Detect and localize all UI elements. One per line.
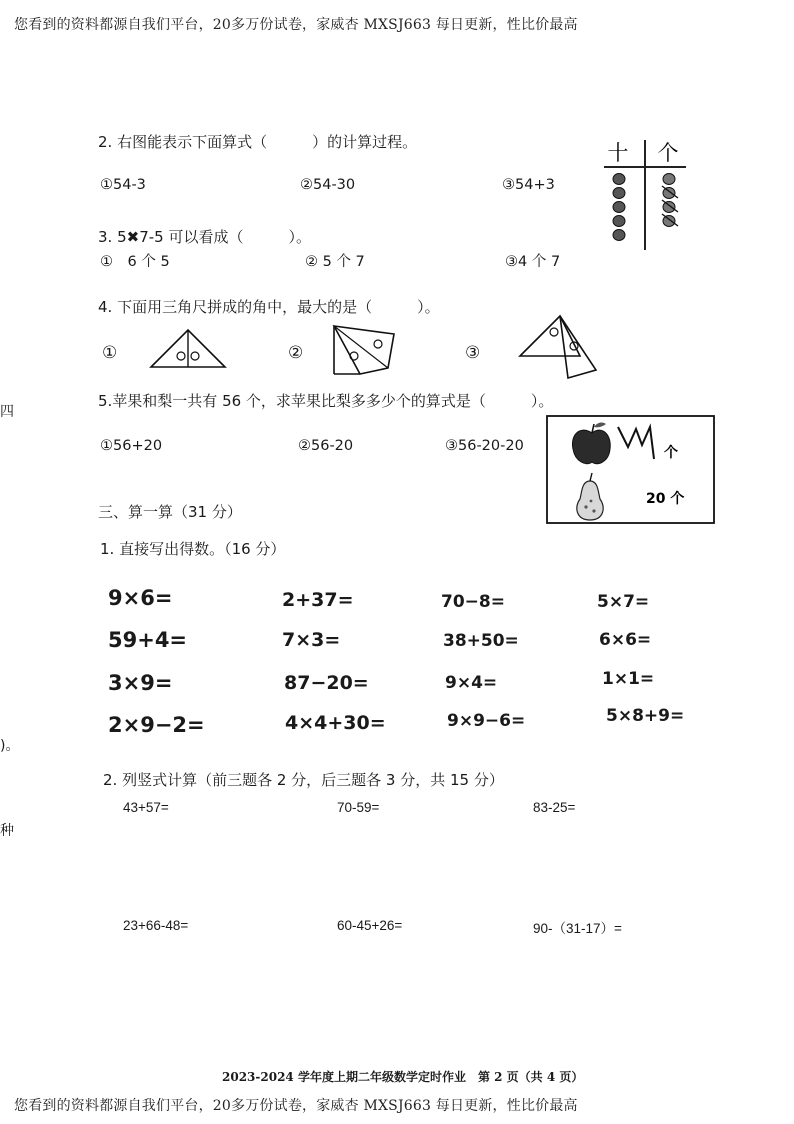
vertical-calc-item: 43+57=	[123, 800, 169, 815]
tens-beads	[613, 174, 625, 241]
question-3-option-2: ② 5 个 7	[305, 254, 365, 270]
section-3-title: 三、算一算（31 分）	[98, 503, 242, 521]
mental-calc-item: 6×6=	[599, 630, 652, 650]
mental-calc-item: 9×6=	[108, 586, 173, 610]
vertical-calc-item: 70-59=	[337, 800, 380, 815]
mental-calc-item: 5×7=	[597, 592, 650, 612]
mental-calc-item: 59+4=	[108, 628, 188, 652]
apple-count-label: 个	[664, 445, 678, 461]
edge-fragment: )。	[0, 738, 20, 754]
question-2-option-3: ③54+3	[502, 177, 555, 193]
question-5-option-1: ①56+20	[100, 438, 163, 454]
set-square-angle-2	[328, 322, 398, 380]
vertical-calc-item: 90-（31-17）=	[533, 921, 622, 936]
question-2-option-1: ①54-3	[100, 177, 146, 193]
question-4-option-1: ①	[102, 343, 118, 363]
set-square-angle-3	[518, 312, 600, 382]
vertical-calc-item: 23+66-48=	[123, 918, 189, 933]
mental-calc-item: 9×4=	[445, 673, 498, 693]
top-banner: 您看到的资料都源自我们平台，20多万份试卷，家威杏 MXSJ663 每日更新，性比价最高	[14, 17, 578, 33]
question-3-stem: 3. 5✖7-5 可以看成（ ）。	[98, 228, 311, 246]
pear-count-label: 20 个	[646, 491, 685, 507]
question-4-option-2: ②	[288, 343, 304, 363]
tens-label: 十	[607, 141, 629, 165]
part-2-title: 2. 列竖式计算（前三题各 2 分，后三题各 3 分，共 15 分）	[103, 771, 504, 789]
mental-calc-item: 1×1=	[602, 669, 655, 689]
question-5-option-3: ③56-20-20	[445, 438, 524, 454]
edge-fragment: 四	[0, 404, 14, 420]
vertical-calc-item: 83-25=	[533, 800, 576, 815]
mental-calc-item: 38+50=	[443, 631, 519, 651]
question-3-option-3: ③4 个 7	[505, 254, 561, 270]
counting-frame-figure	[598, 134, 694, 254]
mental-calc-item: 87−20=	[284, 672, 369, 694]
vertical-calc-item: 60-45+26=	[337, 918, 403, 933]
mental-calc-item: 7×3=	[282, 629, 341, 651]
mental-calc-item: 9×9−6=	[447, 711, 526, 731]
mental-calc-item: 3×9=	[108, 671, 173, 695]
mental-calc-item: 4×4+30=	[285, 712, 386, 734]
question-3-option-1: ① 6 个 5	[100, 254, 170, 270]
question-2-stem: 2. 右图能表示下面算式（ ）的计算过程。	[98, 133, 418, 151]
mental-calc-item: 70−8=	[441, 592, 505, 612]
edge-fragment: 种	[0, 823, 14, 839]
ones-label: 个	[657, 141, 679, 165]
page-footer: 2023-2024 学年度上期二年级数学定时作业 第 2 页（共 4 页）	[222, 1070, 584, 1084]
set-square-angle-1	[148, 326, 228, 372]
question-5-option-2: ②56-20	[298, 438, 354, 454]
apple-pear-figure	[546, 415, 716, 525]
part-1-title: 1. 直接写出得数。（16 分）	[100, 540, 286, 558]
mental-calc-item: 5×8+9=	[606, 706, 685, 726]
question-2-option-2: ②54-30	[300, 177, 356, 193]
question-4-option-3: ③	[465, 343, 481, 363]
question-4-stem: 4. 下面用三角尺拼成的角中，最大的是（ ）。	[98, 298, 440, 316]
mental-calc-item: 2+37=	[282, 589, 354, 611]
bottom-banner: 您看到的资料都源自我们平台，20多万份试卷，家威杏 MXSJ663 每日更新，性比价最高	[14, 1098, 578, 1114]
question-5-stem: 5.苹果和梨一共有 56 个，求苹果比梨多多少个的算式是（ ）。	[98, 392, 554, 410]
mental-calc-item: 2×9−2=	[108, 713, 205, 737]
